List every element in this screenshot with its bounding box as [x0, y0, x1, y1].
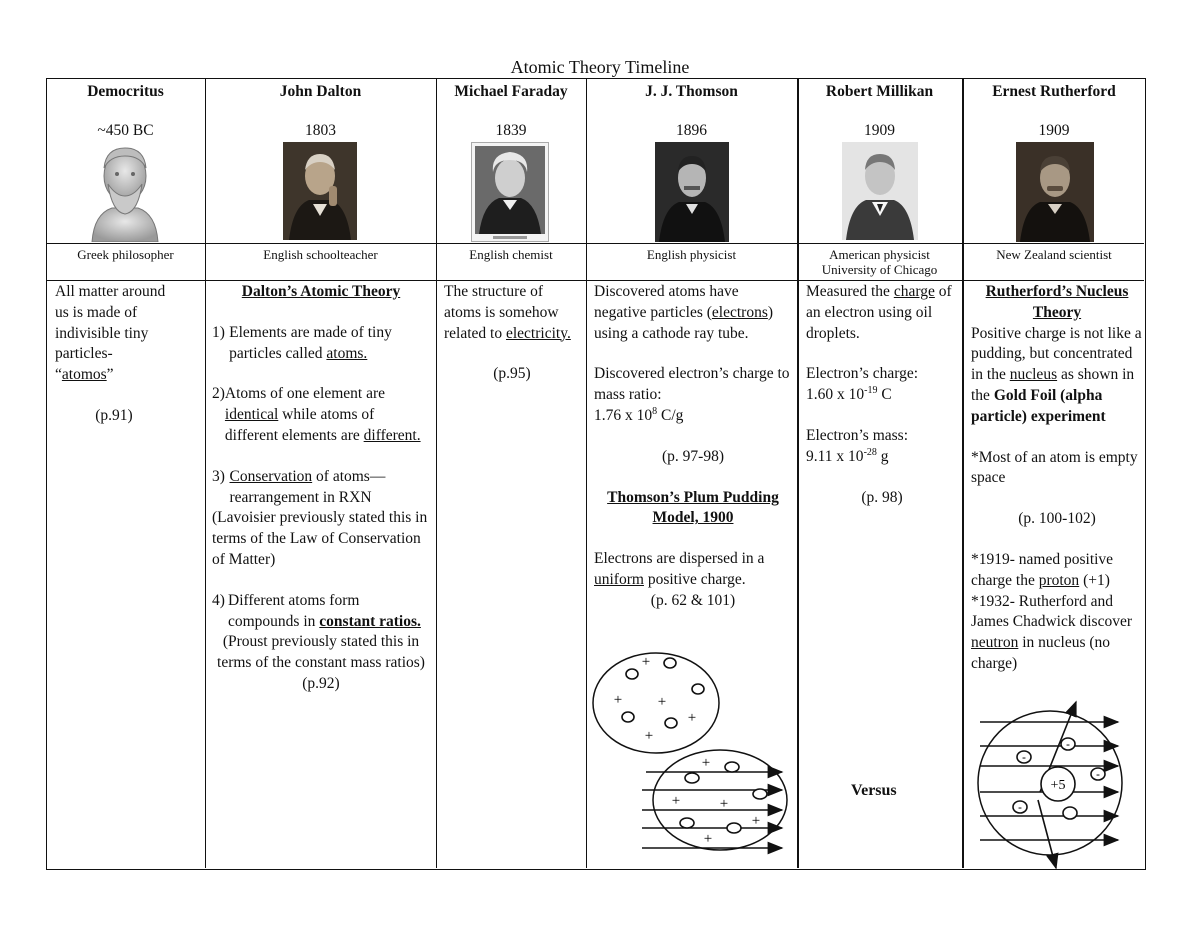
deflected-ray-arrow — [1038, 800, 1056, 868]
electron-icon — [727, 823, 741, 833]
header-democritus — [46, 79, 205, 140]
electron-icon — [665, 718, 677, 728]
plum-pudding-diagram — [590, 648, 730, 760]
scientist-name: Ernest Rutherford — [992, 83, 1116, 100]
electron-icon — [626, 669, 638, 679]
millikan-portrait-image — [842, 142, 918, 240]
electron-icon — [1063, 807, 1077, 819]
electron-mass: Electron’s mass: 9.11 x $10^{-28}$ g — [806, 426, 909, 465]
rutherford-nucleus-diagram — [976, 700, 1128, 870]
electron-icon — [692, 684, 704, 694]
millikan-page-ref: (p. 98) — [861, 488, 903, 506]
thomson-ratio: Discovered electron’s charge to mass ratio: 1.76 x $10^8$ C/g — [594, 365, 790, 424]
role-line-1: American physicist — [829, 247, 930, 262]
scientist-year: 1909 — [864, 122, 895, 139]
thomson-portrait-image — [655, 142, 729, 242]
plum-pudding-heading: Thomson’s Plum Pudding Model, 1900 — [607, 488, 779, 527]
plus-sign: + — [701, 755, 711, 771]
faraday-page-ref: (p.95) — [493, 365, 531, 383]
scientist-name: John Dalton — [279, 83, 362, 100]
dalton-theory-heading: Dalton’s Atomic Theory — [241, 283, 401, 300]
scientist-name: Democritus — [87, 83, 164, 100]
header-millikan — [797, 79, 962, 140]
atomos-term: atomos — [61, 366, 107, 384]
scientist-name: Michael Faraday — [454, 83, 568, 100]
scientist-name: J. J. Thomson — [645, 83, 738, 100]
dalton-postulate-4: 4) Different atoms form compounds in constant ratios. — [212, 591, 421, 630]
page-title: Atomic Theory Timeline — [510, 57, 690, 77]
versus-label: Versus — [851, 782, 897, 799]
democritus-bust-image — [86, 142, 164, 242]
header-faraday — [436, 79, 586, 140]
electron-icon — [664, 658, 676, 668]
minus-sign: - — [1096, 767, 1100, 781]
thomson-page-ref: (p. 97-98) — [662, 447, 724, 465]
pudding-sphere — [593, 653, 719, 753]
thomson-description: Discovered atoms have negative particles (electrons) using a cathode ray tube. Discovered electron’s charge to mass ratio: 1.76 x $10^8$ C/g (p. 97-98) Thomson’s Plum Pudding Model, 1900 Electrons are dispersed in a uniform positive charge. (p. 62 & 101) — [594, 282, 792, 612]
democritus-description — [55, 282, 173, 427]
role-democritus: Greek philosopher — [77, 247, 174, 262]
plus-sign: + — [671, 793, 681, 809]
rutherford-description: Rutherford’s Nucleus Theory Positive charge is not like a pudding, but concentrated in the nucleus as shown in the Gold Foil (alpha particle) experiment *Most of an atom is empty space (p. 100-102) *1919- named positive charge the proton (+1) *1932- Rutherford and James Chadwick discover neutron in nucleus (no charge) — [971, 282, 1143, 675]
dalton-postulate-3: 3) Conservation of atoms—rearrangement in RXN — [212, 467, 386, 506]
proton-note: *1919- named positive charge the proton (+1) — [971, 550, 1114, 589]
millikan-description: Measured the charge of an electron using oil droplets. Electron’s charge: 1.60 x $10^{-19}$ C Electron’s mass: 9.11 x $10^{-28}$ g (p. 98) — [806, 282, 958, 508]
electricity-term: electricity. — [505, 324, 571, 342]
plum-pudding-alpha-diagram — [640, 748, 790, 860]
scientist-year: 1839 — [495, 122, 527, 139]
plus-sign: + — [703, 831, 713, 847]
column-divider — [205, 79, 206, 868]
role-dalton: English schoolteacher — [263, 247, 378, 262]
plus-sign: + — [657, 694, 667, 710]
column-divider — [586, 79, 587, 868]
faraday-description: The structure of atoms is somehow related to electricity. (p.95) — [444, 282, 580, 385]
role-rutherford: New Zealand scientist — [996, 247, 1112, 262]
empty-space-note: *Most of an atom is empty space — [971, 448, 1138, 487]
header-thomson — [586, 79, 797, 140]
dalton-portrait-image — [283, 142, 357, 240]
thomson-model-text: Electrons are dispersed in a uniform positive charge. — [594, 550, 765, 588]
electron-icon — [725, 762, 739, 772]
electron-icon — [685, 773, 699, 783]
plus-sign: + — [719, 796, 729, 812]
minus-sign: - — [1018, 800, 1022, 814]
rutherford-page-ref: (p. 100-102) — [1018, 510, 1096, 528]
rutherford-theory-heading: Rutherford’s Nucleus Theory — [985, 283, 1129, 321]
dalton-postulate-2: 2) Atoms of one element are identical while atoms of different elements are different. — [212, 385, 421, 444]
electron-icon — [753, 789, 767, 799]
plus-sign: + — [644, 728, 654, 744]
plus-sign: + — [751, 813, 761, 829]
electron-icon — [680, 818, 694, 828]
scientist-year: 1909 — [1038, 122, 1070, 139]
electron-charge: Electron’s charge: 1.60 x $10^{-19}$ C — [806, 365, 919, 404]
rutherford-portrait-image — [1016, 142, 1094, 242]
plus-sign: + — [613, 692, 623, 708]
democritus-page-ref: (p.91) — [95, 406, 133, 424]
scientist-year: 1803 — [305, 122, 336, 139]
dalton-theory — [212, 282, 430, 695]
role-divider — [47, 280, 1144, 281]
minus-sign: - — [1066, 737, 1070, 751]
header-dalton — [205, 79, 436, 140]
role-millikan — [797, 247, 962, 277]
plus-sign: + — [641, 654, 651, 670]
neutron-note: *1932- Rutherford and James Chadwick discover neutron in nucleus (no charge) — [971, 592, 1132, 672]
header-rutherford — [962, 79, 1146, 140]
header-divider — [47, 243, 1144, 244]
role-line-2: University of Chicago — [821, 262, 938, 277]
role-thomson: English physicist — [646, 247, 737, 262]
faraday-portrait-image — [471, 142, 549, 242]
dalton-postulate-3-note: (Lavoisier previously stated this in terms of the Law of Conservation of Matter) — [212, 509, 428, 568]
role-faraday: English chemist — [469, 247, 553, 262]
plus-sign: + — [687, 710, 697, 726]
column-divider — [962, 79, 964, 868]
dalton-postulate-4-note: (Proust previously stated this in terms of the constant mass ratios) (p.92) — [217, 633, 425, 692]
dalton-postulate-1: 1) Elements are made of tiny particles called atoms. — [212, 323, 392, 362]
scientist-year: ~450 BC — [97, 122, 154, 139]
column-divider — [436, 79, 437, 868]
nucleus-charge-label: +5 — [1050, 778, 1066, 793]
column-divider — [797, 79, 799, 868]
electron-icon — [622, 712, 634, 722]
scientist-year: 1896 — [676, 122, 707, 139]
minus-sign: - — [1022, 750, 1026, 764]
scientist-name: Robert Millikan — [825, 83, 934, 100]
democritus-text: All matter around us is made of indivisible tiny particles- “atomos” — [55, 283, 166, 384]
thomson-model-page-ref: (p. 62 & 101) — [650, 591, 736, 609]
